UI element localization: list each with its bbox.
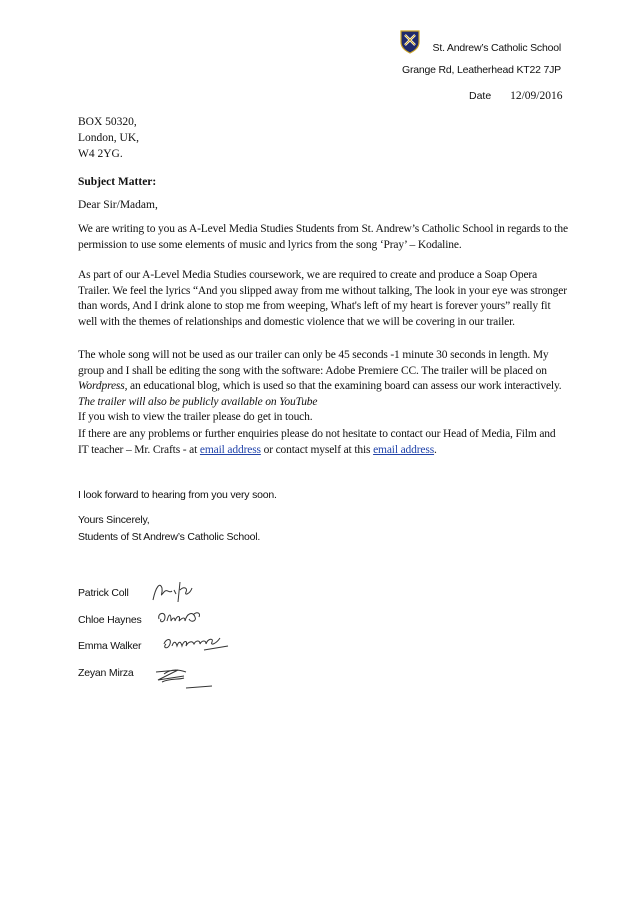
closing-line-1: I look forward to hearing from you very soon. bbox=[78, 489, 277, 501]
paragraph-usage bbox=[78, 348, 568, 426]
email-link-teacher[interactable]: email address bbox=[199, 443, 261, 456]
contact-text-2: or contact myself at this bbox=[260, 443, 374, 456]
paragraph-intro: We are writing to you as A-Level Media Studies Students from St. Andrew’s Catholic School in regards to the permission to use some elements of music and lyrics from the song ‘Pray’ – Kodaline. bbox=[78, 223, 568, 251]
signature-patrick-icon bbox=[150, 578, 200, 606]
signatory-name: Chloe Haynes bbox=[78, 614, 142, 626]
signatory-name: Emma Walker bbox=[78, 640, 142, 652]
salutation: Dear Sir/Madam, bbox=[78, 199, 158, 211]
school-name: St. Andrew’s Catholic School bbox=[432, 42, 561, 54]
school-crest-icon bbox=[400, 30, 420, 54]
recipient-address bbox=[78, 114, 139, 162]
contact-text-1: If there are any problems or further enquiries please do not hesitate to contact our Head of Media, Film and IT teacher – Mr. Crafts - at bbox=[78, 428, 556, 456]
school-address: Grange Rd, Leatherhead KT22 7JP bbox=[402, 64, 561, 76]
date-value: 12/09/2016 bbox=[510, 90, 563, 102]
usage-text-2: an educational blog, which is used so that the examining board can assess our work interactively. bbox=[127, 380, 562, 393]
contact-text-3: . bbox=[434, 443, 437, 456]
wordpress-text: Wordpress, bbox=[78, 380, 128, 393]
signature-emma-icon bbox=[160, 630, 232, 656]
subject-heading: Subject Matter: bbox=[78, 176, 157, 188]
signature-zeyan-icon bbox=[150, 664, 220, 692]
signatory-name: Patrick Coll bbox=[78, 587, 129, 599]
usage-text-3: If you wish to view the trailer please do get in touch. bbox=[78, 411, 313, 424]
recipient-line-3: W4 2YG. bbox=[78, 148, 123, 160]
signatory-name: Zeyan Mirza bbox=[78, 667, 134, 679]
email-link-student[interactable]: email address bbox=[373, 443, 435, 456]
recipient-line-1: BOX 50320, bbox=[78, 116, 137, 128]
paragraph-contact bbox=[78, 427, 568, 458]
signature-chloe-icon bbox=[155, 607, 205, 629]
date-row bbox=[469, 90, 563, 102]
paragraph-lyrics: As part of our A-Level Media Studies coursework, we are required to create and produce a Soap Opera Trailer. We feel the lyrics “And you slipped away from me without talking, The look in your eye was stronger than words, And I drink alone to stop me from weeping, What's left of my heart is forever yours” really fit well with the themes of relationships and domestic violence that we will be covering in our trailer. bbox=[78, 269, 567, 328]
usage-text-1: The whole song will not be used as our trailer can only be 45 seconds -1 minute 30 seconds in length. My group and I shall be editing the song with the software: Adobe Premiere CC. The trailer will be placed on bbox=[78, 349, 549, 377]
recipient-line-2: London, UK, bbox=[78, 132, 140, 144]
date-label: Date bbox=[469, 90, 492, 102]
closing-line-2: Yours Sincerely, bbox=[78, 514, 150, 526]
closing-line-3: Students of St Andrew’s Catholic School. bbox=[78, 531, 261, 543]
youtube-sentence: The trailer will also be publicly available on YouTube bbox=[78, 395, 318, 408]
